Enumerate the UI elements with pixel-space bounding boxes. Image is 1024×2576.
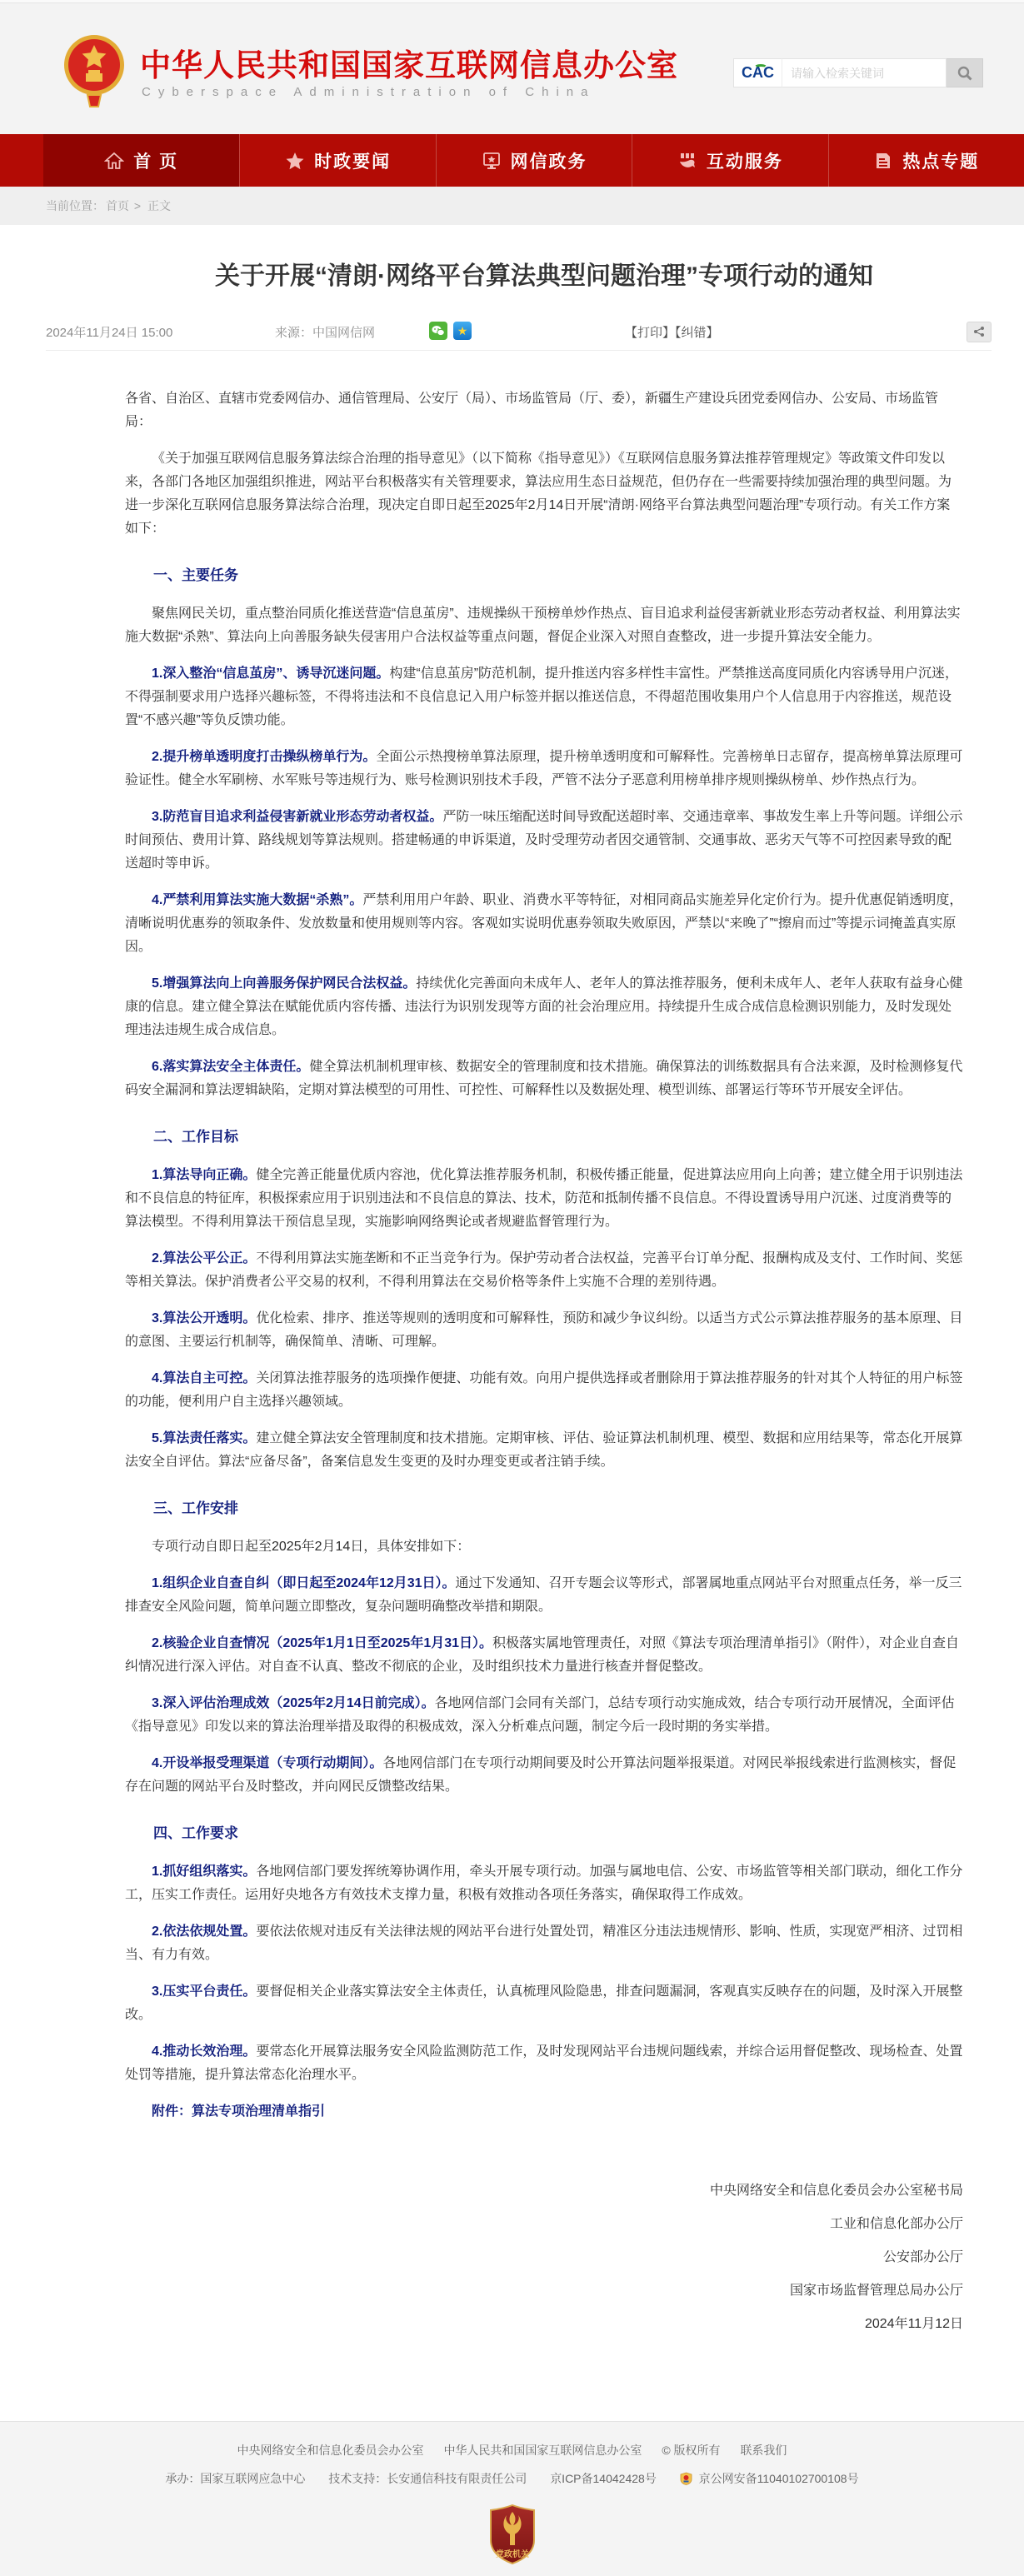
police-badge-icon	[680, 2472, 692, 2485]
paragraph-lead: 5.算法责任落实。	[152, 1430, 257, 1445]
paragraph-lead: 3.防范盲目追求利益侵害新就业形态劳动者权益。	[152, 809, 443, 824]
breadcrumb-home-link[interactable]: 首页	[106, 199, 129, 212]
paragraph-lead: 1.抓好组织落实。	[152, 1864, 257, 1879]
article-meta	[46, 316, 992, 351]
paragraph-lead: 3.算法公开透明。	[152, 1310, 257, 1325]
signature-line: 工业和信息化部办公厅	[829, 2216, 963, 2231]
breadcrumb: 当前位置： 首页 > 正文	[0, 187, 1024, 225]
article-paragraph: 2.依法依规处置。要依法依规对违反有关法律法规的网站平台进行处置处罚，精准区分违法违规情形、影响、性质，实现宽严相济、过罚相当、有力有效。	[125, 1924, 963, 1962]
correct-button[interactable]: 【纠错】	[675, 325, 719, 340]
page-title: 关于开展“清朗·网络平台算法典型问题治理”专项行动的通知	[215, 262, 873, 290]
article-paragraph: 5.增强算法向上向善服务保护网民合法权益。持续优化完善面向未成年人、老年人的算法推荐服务，便利未成年人、老年人获取有益身心健康的信息。建立健全算法在赋能优质内容传播、违法行为识别发现等方面的社会治理应用。持续提升生成合成信息检测识别能力，及时发现处理违法违规生成合成信息。	[125, 976, 963, 1037]
section-heading: 一、主要任务	[153, 567, 238, 583]
footer-copyright-line: 中央网络安全和信息化委员会办公室 中华人民共和国国家互联网信息办公室 © 版权所有 联系我们	[237, 2443, 787, 2457]
national-emblem-icon	[62, 32, 126, 112]
article-paragraph: 4.开设举报受理渠道（专项行动期间）。各地网信部门在专项行动期间要及时公开算法问题举报渠道。对网民举报线索进行监测核实，督促存在问题的网站平台及时整改，并向网民反馈整改结果。	[125, 1755, 957, 1794]
article-paragraph: 4.算法自主可控。关闭算法推荐服务的选项操作便捷、功能有效。向用户提供选择或者删除用于算法推荐服务的针对其个人特征的用户标签的功能，便利用户自主选择兴趣领域。	[125, 1370, 963, 1409]
section-heading: 二、工作目标	[153, 1128, 238, 1145]
nav-item-egov[interactable]: 网信政务	[436, 134, 632, 187]
signature-line: 中央网络安全和信息化委员会办公室秘书局	[709, 2183, 963, 2198]
signature-line: 国家市场监督管理总局办公厅	[789, 2283, 963, 2298]
article-paragraph: 《关于加强互联网信息服务算法综合治理的指导意见》（以下简称《指导意见》）《互联网信息服务算法推荐管理规定》等政策文件印发以来，各部门各地区加强组织推进，网站平台积极落实有关管理要求，算法应用生态日益规范，但仍存在一些需要持续加强治理的典型问题。为进一步深化互联网信息服务算法综合治理，现决定自即日起至2025年2月14日开展“清朗·网络平台算法典型问题治理”专项行动。有关工作方案如下：	[125, 451, 952, 536]
paragraph-lead: 1.算法导向正确。	[152, 1167, 257, 1182]
search-box	[733, 58, 983, 87]
article-paragraph: 3.防范盲目追求利益侵害新就业形态劳动者权益。严防一味压缩配送时间导致配送超时率、交通违章率、事故发生率上升等问题。详细公示时间预估、费用计算、路线规划等算法规则。搭建畅通的申诉渠道，及时受理劳动者因交通管制、交通事故、恶劣天气等不可控因素导致的配送超时等申诉。	[125, 809, 963, 871]
more-share-button[interactable]	[967, 322, 992, 342]
wechat-share-icon[interactable]	[429, 322, 447, 340]
search-input[interactable]	[782, 58, 947, 87]
site-header	[0, 3, 1024, 134]
article-paragraph: 3.压实平台责任。要督促相关企业落实算法安全主体责任，认真梳理风险隐患，排查问题漏洞，客观真实反映存在的问题，及时深入开展整改。	[125, 1984, 963, 2022]
footer-tech-support: 技术支持：长安通信科技有限责任公司	[328, 2471, 527, 2485]
share-icons	[429, 322, 472, 340]
attachment-line: 附件：算法专项治理清单指引	[152, 2104, 326, 2119]
article-paragraph: 4.严禁利用算法实施大数据“杀熟”。严禁利用用户年龄、职业、消费水平等特征，对相同商品实施差异化定价行为。提升优惠促销透明度，清晰说明优惠券的领取条件、发放数量和使用规则等内容。客观如实说明优惠券领取失败原因，严禁以“来晚了”“擦肩而过”等提示词掩盖真实原因。	[125, 892, 963, 954]
footer-organizer: 承办：国家互联网应急中心	[165, 2471, 306, 2485]
article-source: 来源：中国网信网	[275, 325, 376, 340]
paragraph-lead: 5.增强算法向上向善服务保护网民合法权益。	[152, 976, 417, 991]
section-heading: 四、工作要求	[153, 1825, 238, 1841]
nav-item-services[interactable]: 互动服务	[632, 134, 827, 187]
breadcrumb-current: 正文	[147, 199, 171, 212]
footer-icp-number: 京ICP备14042428号	[550, 2471, 657, 2485]
cac-logo-arc-icon	[754, 64, 767, 71]
section-heading: 三、工作安排	[153, 1500, 238, 1516]
paragraph-lead: 2.核验企业自查情况（2025年1月1日至2025年1月31日）。	[152, 1635, 493, 1650]
site-footer	[0, 2421, 1024, 2576]
paragraph-lead: 1.组织企业自查自纠（即日起至2024年12月31日）。	[152, 1575, 456, 1590]
article-paragraph: 1.深入整治“信息茧房”、诱导沉迷问题。构建“信息茧房”防范机制，提升推送内容多样性丰富性。严禁推送高度同质化内容诱导用户沉迷，不得强制要求用户选择兴趣标签，不得将违法和不良信息记入用户标签并据以推送信息，不得超范围收集用户个人信息用于内容推送，规范设置“不感兴趣”等负反馈功能。	[125, 666, 959, 727]
nav-item-news[interactable]: 时政要闻	[239, 134, 435, 187]
nav-item-home[interactable]: 首 页	[43, 134, 239, 187]
article-paragraph: 3.深入评估治理成效（2025年2月14日前完成）。各地网信部门会同有关部门，总结专项行动实施成效，结合专项行动开展情况，全面评估《指导意见》印发以来的算法治理举措及取得的积极成效，深入分析难点问题，制定今后一段时期的务实举措。	[125, 1695, 955, 1734]
article-paragraph: 1.抓好组织落实。各地网信部门要发挥统筹协调作用，牵头开展专项行动。加强与属地电信、公安、市场监管等相关部门联动，细化工作分工，压实工作责任。运用好央地各方有效技术支撑力量，积极有效推动各项任务落实，确保取得工作成效。	[125, 1864, 963, 1902]
document-icon	[873, 151, 893, 171]
paragraph-lead: 4.推动长效治理。	[152, 2044, 257, 2059]
qzone-share-icon[interactable]: ★	[453, 322, 472, 340]
article-paragraph: 专项行动自即日起至2025年2月14日，具体安排如下：	[152, 1539, 471, 1554]
cac-logo: CAC	[733, 58, 782, 87]
site-title: 中华人民共和国国家互联网信息办公室	[140, 48, 678, 82]
magnifier-icon	[957, 65, 973, 82]
footer-info-line	[0, 2470, 1024, 2487]
article-paragraph: 各省、自治区、直辖市党委网信办、通信管理局、公安厅（局）、市场监管局（厅、委），新疆生产建设兵团党委网信办、公安局、市场监管局：	[125, 391, 939, 429]
paragraph-lead: 6.落实算法安全主体责任。	[152, 1059, 310, 1074]
article-body	[0, 351, 1024, 2124]
main-nav	[0, 134, 1024, 187]
paragraph-lead: 2.依法依规处置。	[152, 1924, 257, 1939]
publish-datetime: 2024年11月24日 15:00	[46, 325, 173, 340]
share-icon	[973, 326, 985, 337]
article-paragraph: 3.算法公开透明。优化检索、排序、推送等规则的透明度和可解释性，预防和减少争议纠纷。以适当方式公示算法推荐服务的基本原理、目的意图、主要运行机制等，确保简单、清晰、可理解。	[125, 1310, 963, 1349]
contact-us-link[interactable]: 联系我们	[740, 2443, 787, 2457]
paragraph-lead: 1.深入整治“信息茧房”、诱导沉迷问题。	[152, 666, 390, 681]
interaction-icon	[677, 151, 697, 171]
article-actions	[625, 323, 719, 341]
paragraph-lead: 4.严禁利用算法实施大数据“杀熟”。	[152, 892, 363, 907]
signature-block	[0, 2137, 1024, 2332]
paragraph-lead: 2.算法公平公正。	[152, 1251, 257, 1266]
footer-security-number: 京公网安备11040102700108号	[680, 2472, 859, 2485]
article-paragraph: 1.算法导向正确。健全完善正能量优质内容池，优化算法推荐服务机制，积极传播正能量，促进算法应用向上向善；建立健全用于识别违法和不良信息的特征库，积极探索应用于识别违法和不良信息的算法、技术，防范和抵制传播不良信息。不得设置诱导用户沉迷、过度消费等的算法模型。不得利用算法干预信息呈现，实施影响网络舆论或者规避监督管理行为。	[125, 1167, 963, 1229]
article-paragraph: 2.算法公平公正。不得利用算法实施垄断和不正当竞争行为。保护劳动者合法权益，完善平台订单分配、报酬构成及支付、工作时间、奖惩等相关算法。保护消费者公平交易的权利，不得利用算法在交易价格等条件上实施不合理的差别待遇。	[125, 1251, 963, 1289]
article-paragraph: 6.落实算法安全主体责任。健全算法机制机理审核、数据安全的管理制度和技术措施。确保算法的训练数据具有合法来源，及时检测修复代码安全漏洞和算法逻辑缺陷，定期对算法模型的可用性、可控性、可解释性以及数据处理、模型训练、部署运行等环节开展安全评估。	[125, 1059, 963, 1097]
article-paragraph: 2.核验企业自查情况（2025年1月1日至2025年1月31日）。积极落实属地管理责任，对照《算法专项治理清单指引》（附件），对企业自查自纠情况进行深入评估。对自查不认真、整改不彻底的企业，及时组织技术力量进行核查并督促整改。	[125, 1635, 960, 1674]
gov-badge-label: 党政机关	[495, 2549, 529, 2559]
print-button[interactable]: 【打印】	[625, 325, 676, 340]
article	[0, 260, 1024, 2421]
article-paragraph: 1.组织企业自查自纠（即日起至2024年12月31日）。通过下发通知、召开专题会议等形式，部署属地重点网站平台对照重点任务，举一反三排查安全风险问题，简单问题立即整改，复杂问题明确整改举措和期限。	[125, 1575, 962, 1614]
nav-item-topics[interactable]: 热点专题	[828, 134, 1024, 187]
article-paragraph: 2.提升榜单透明度打击操纵榜单行为。全面公示热搜榜单算法原理，提升榜单透明度和可解释性。完善榜单日志留存，提高榜单算法原理可验证性。健全水军刷榜、水军账号等违规行为、账号检测识别技术手段，严管不法分子恶意利用榜单排序规则操纵榜单、炒作热点行为。	[125, 749, 963, 787]
paragraph-lead: 3.深入评估治理成效（2025年2月14日前完成）。	[152, 1695, 435, 1710]
signature-line: 2024年11月12日	[864, 2316, 963, 2331]
article-paragraph: 4.推动长效治理。要常态化开展算法服务安全风险监测防范工作，及时发现网站平台违规问题线索，并综合运用督促整改、现场检查、处置处罚等措施，提升算法常态化治理水平。	[125, 2044, 963, 2082]
article-paragraph: 聚焦网民关切，重点整治同质化推送营造“信息茧房”、违规操纵干预榜单炒作热点、盲目追求利益侵害新就业形态劳动者权益、利用算法实施大数据“杀熟”、算法向上向善服务缺失侵害用户合法权益等重点问题，督促企业深入对照自查整改，进一步提升算法安全能力。	[125, 606, 961, 644]
paragraph-lead: 2.提升榜单透明度打击操纵榜单行为。	[152, 749, 377, 764]
article-paragraph: 5.算法责任落实。建立健全算法安全管理制度和技术措施。定期审核、评估、验证算法机制机理、模型、数据和应用结果等，常态化开展算法安全自评估。算法“应备尽备”，备案信息发生变更的及时办理变更或者注销手续。	[125, 1430, 963, 1469]
paragraph-lead: 3.压实平台责任。	[152, 1984, 257, 1999]
paragraph-lead: 4.算法自主可控。	[152, 1370, 257, 1385]
gov-agency-badge[interactable]	[487, 2504, 537, 2568]
site-title-english: Cyberspace Administration of China	[142, 85, 596, 99]
signature-line: 公安部办公厅	[882, 2249, 963, 2264]
search-button[interactable]	[947, 58, 983, 87]
monitor-star-icon	[482, 151, 502, 171]
home-icon	[104, 151, 124, 171]
paragraph-lead: 4.开设举报受理渠道（专项行动期间）。	[152, 1755, 383, 1770]
star-icon	[285, 151, 305, 171]
